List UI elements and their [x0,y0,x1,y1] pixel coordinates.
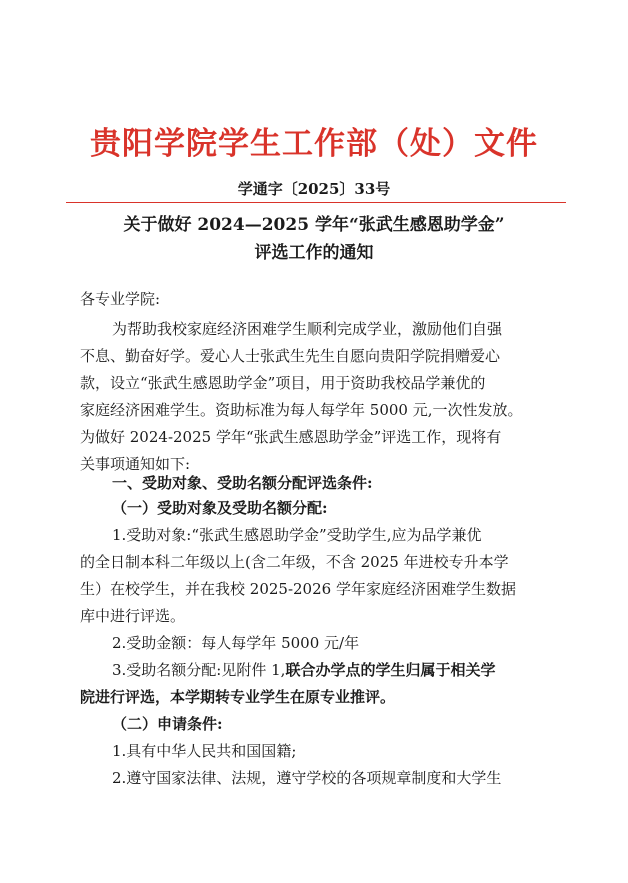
item-3-bold-text: 联合办学点的学生归属于相关学 [285,661,496,679]
subsection-heading: （二）申请条件: [112,715,223,733]
salutation: 各专业学院: [80,290,161,308]
condition-line: 1.具有中华人民共和国国籍; [112,742,297,760]
item-3-prefix: 3.受助名额分配:见附件 1, [112,661,286,679]
paragraph-line: 不息、勤奋好学。爱心人士张武生先生自愿向贵阳学院捐赠爱心 [80,347,501,365]
paragraph-line: 家庭经济困难学生。资助标准为每人每学年 5000 元,一次性发放。 [80,401,523,419]
section-heading: 一、受助对象、受助名额分配评选条件: [112,474,373,492]
condition-line: 2.遵守国家法律、法规，遵守学校的各项规章制度和大学生 [112,769,502,787]
paragraph-line: 款，设立“张武生感恩助学金”项目，用于资助我校品学兼优的 [80,374,486,392]
document-number: 学通字〔2025〕33号 [237,180,391,198]
item-line: 1.受助对象:“张武生感恩助学金”受助学生,应为品学兼优 [112,526,482,544]
item-line: 2.受助金额：每人每学年 5000 元/年 [112,634,360,652]
paragraph-line: 为帮助我校家庭经济困难学生顺利完成学业，激励他们自强 [112,320,503,338]
item-line-bold: 院进行评选，本学期转专业学生在原专业推评。 [80,688,396,706]
notice-title-line-1: 关于做好 2024—2025 学年“张武生感恩助学金” [123,215,505,235]
item-line: 生）在校学生，并在我校 2025-2026 学年家庭经济困难学生数据 [80,580,516,598]
red-divider-line [66,202,566,203]
paragraph-line: 为做好 2024-2025 学年“张武生感恩助学金”评选工作，现将有 [80,428,502,446]
notice-title-line-2: 评选工作的通知 [254,243,374,263]
item-line: 库中进行评选。 [80,607,186,625]
item-line: 的全日制本科二年级以上(含二年级，不含 2025 年进校专升本学 [80,553,509,571]
subsection-heading: （一）受助对象及受助名额分配: [112,499,328,517]
paragraph-line: 关事项通知如下: [80,455,191,473]
document-header-title: 贵阳学院学生工作部（处）文件 [90,126,538,162]
item-line-3 [112,659,495,680]
